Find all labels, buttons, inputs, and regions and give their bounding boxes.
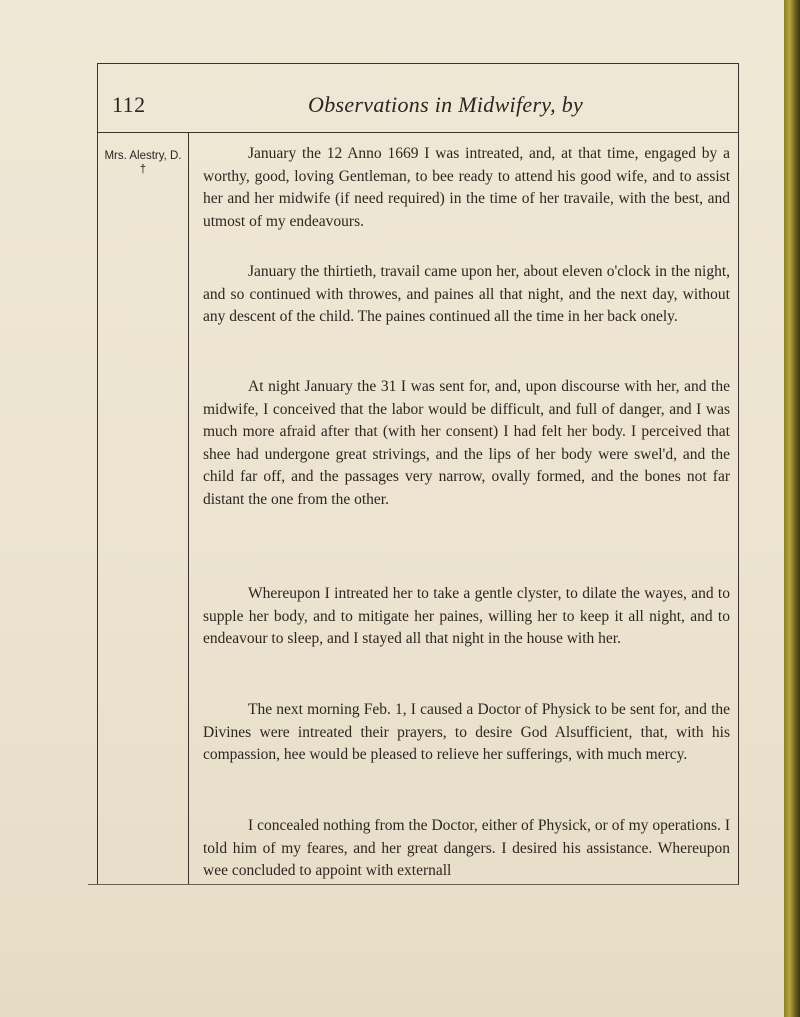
- paragraph-6: I concealed nothing from the Doctor, either of Physick, or of my operations. I told him of my feares, and her great dangers. I desired his assistance. Whereupon wee concluded to appoint with externall: [203, 817, 730, 879]
- paragraph-2: January the thirtieth, travail came upon her, about eleven o'clock in the night, and so continued with throwes, and paines all that night, and the next day, without any descent of the child. The paines continued all the time in her back onely.: [203, 263, 730, 325]
- paragraph-5: The next morning Feb. 1, I caused a Doctor of Physick to be sent for, and the Divines were intreated their prayers, to desire God Alsufficient, that, with his compassion, hee would be pleased to relieve her sufferings, with much mercy.: [203, 701, 730, 763]
- bottom-rule: [88, 884, 738, 885]
- main-text-column: [189, 133, 738, 884]
- page-number: 112: [112, 92, 146, 117]
- page-header: [98, 64, 738, 133]
- margin-column: [98, 133, 189, 884]
- page-frame: [97, 63, 739, 885]
- running-head: Observations in Midwifery, by: [308, 92, 584, 117]
- book-edge: [784, 0, 800, 1017]
- paragraph-1: January the 12 Anno 1669 I was intreated, and, at that time, engaged by a worthy, good, loving Gentleman, to bee ready to attend his good wife, and to assist her and her midwife (if need required) in the time of her travaile, with the best, and utmost of my endeavours.: [203, 145, 730, 230]
- margin-note: Mrs. Alestry, D. †: [104, 150, 182, 176]
- paragraph-4: Whereupon I intreated her to take a gentle clyster, to dilate the wayes, and to supple her body, and to mitigate her paines, willing her to keep it all night, and to endeavour to sleep, and I stayed all that night in the house with her.: [203, 585, 730, 647]
- paragraph-3: At night January the 31 I was sent for, and, upon discourse with her, and the midwife, I conceived that the labor would be difficult, and full of danger, and I was much more afraid after that (with her consent) I had felt her body. I perceived that shee had undergone great strivings, and the lips of her body were swel'd, and the child far off, and the passages very narrow, ovally formed, and the bones not far distant the one from the other.: [203, 378, 730, 508]
